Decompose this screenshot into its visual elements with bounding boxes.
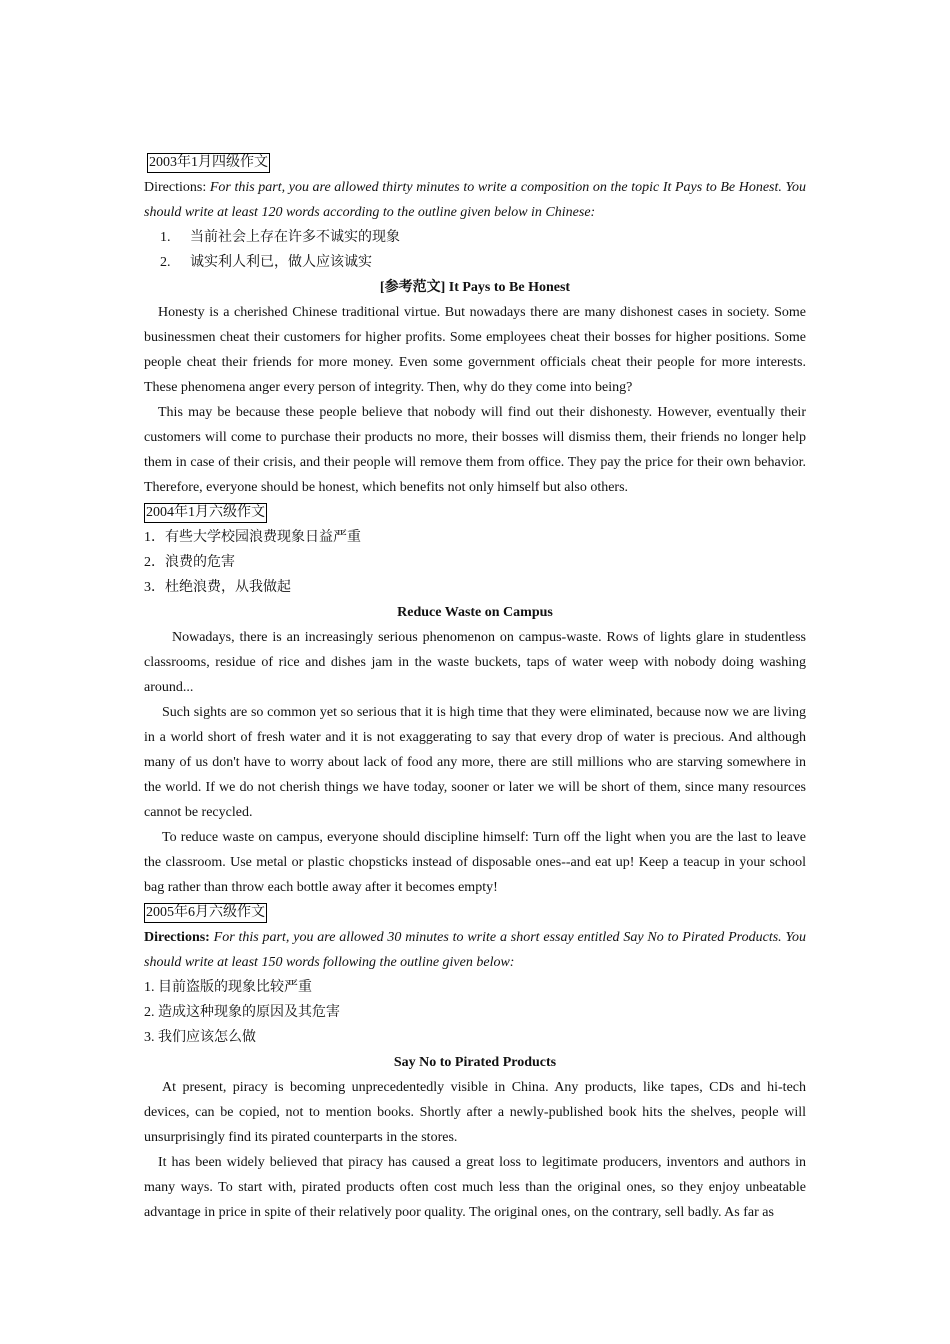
outline-text: 诚实利人利已，做人应该诚实 — [190, 255, 372, 270]
essay-paragraph: This may be because these people believe that nobody will find out their dishonesty. However, eventually their customers will come to purchase their products no more, their bosses will dismiss them, their friends no longer help them in case of their crisis, and their people will remove them from office. They pay the price for their own behavior. Therefore, everyone should be honest, which benefits not only himself but also others. — [144, 405, 806, 495]
essay-paragraph: Nowadays, there is an increasingly serious phenomenon on campus-waste. Rows of lights glare in studentless classrooms, residue of rice and dishes jam in the waste buckets, taps of water weep with nobody doing washing around... — [144, 630, 806, 695]
section-heading-2005: 2005年6月六级作文 — [144, 903, 267, 923]
directions-2005 — [144, 925, 806, 975]
essay-paragraph: Honesty is a cherished Chinese traditional virtue. But nowadays there are many dishonest cases in society. Some businessmen cheat their customers for higher profits. Some employees cheat their bosses for higher positions. Some people cheat their friends for more money. Even some government officials cheat their people for more interests. These phenomena anger every person of integrity. Then, why do they come into being? — [144, 305, 806, 395]
outline-text: 当前社会上存在许多不诚实的现象 — [190, 230, 400, 245]
outline-item: 1. 目前盗版的现象比较严重 — [144, 980, 312, 995]
outline-item: 2．浪费的危害 — [144, 555, 235, 570]
outline-number: 1. — [160, 230, 171, 245]
outline-item: 3. 我们应该怎么做 — [144, 1030, 256, 1045]
document-page — [144, 150, 806, 1225]
essay-paragraph: To reduce waste on campus, everyone should discipline himself: Turn off the light when you are the last to leave the classroom. Use metal or plastic chopsticks instead of disposable ones--and eat up! Keep a teacup in your school bag rather than throw each bottle away after it becomes empty! — [144, 830, 806, 895]
essay-title-2005: Say No to Pirated Products — [393, 1055, 557, 1070]
essay-paragraph: At present, piracy is becoming unprecedentedly visible in China. Any products, like tapes, CDs and hi-tech devices, can be copied, not to mention books. Shortly after a newly-published book hits the shelves, people will unsurprisingly find its pirated counterparts in the stores. — [144, 1080, 806, 1145]
section-heading-2003: 2003年1月四级作文 — [147, 153, 270, 173]
outline-item — [144, 225, 806, 250]
essay-title-2004: Reduce Waste on Campus — [397, 605, 553, 620]
section-2004 — [144, 500, 806, 525]
directions-label: Directions: — [144, 180, 210, 195]
outline-item: 3．杜绝浪费，从我做起 — [144, 580, 291, 595]
directions-text: For this part, you are allowed 30 minutes to write a short essay entitled Say No to Pirated Products. You should write at least 150 words following the outline given below: — [144, 930, 806, 970]
outline-item — [144, 250, 806, 275]
essay-title-2003: [参考范文] It Pays to Be Honest — [379, 280, 571, 295]
essay-paragraph: It has been widely believed that piracy has caused a great loss to legitimate producers, inventors and authors in many ways. To start with, pirated products often cost much less than the original ones, so they enjoy unbeatable advantage in price in spite of their relatively poor quality. The original ones, on the contrary, sell badly. As far as — [144, 1155, 806, 1220]
outline-number: 2. — [160, 255, 171, 270]
outline-item: 1．有些大学校园浪费现象日益严重 — [144, 530, 361, 545]
section-2005 — [144, 900, 806, 925]
essay-paragraph: Such sights are so common yet so serious that it is high time that they were eliminated, because now we are living in a world short of fresh water and it is not exaggerating to say that every drop of water is precious. And although many of us don't have to worry about lack of food any more, there are still millions who are starving somewhere in the world. If we do not cherish things we have today, sooner or later we will be short of them, since many resources cannot be recycled. — [144, 705, 806, 820]
section-2003 — [144, 150, 806, 175]
directions-label: Directions: — [144, 930, 214, 945]
directions-2003 — [144, 175, 806, 225]
section-heading-2004: 2004年1月六级作文 — [144, 503, 267, 523]
outline-item: 2. 造成这种现象的原因及其危害 — [144, 1005, 340, 1020]
directions-text: For this part, you are allowed thirty minutes to write a composition on the topic It Pays to Be Honest. You should write at least 120 words according to the outline given below in Chinese: — [144, 180, 806, 220]
